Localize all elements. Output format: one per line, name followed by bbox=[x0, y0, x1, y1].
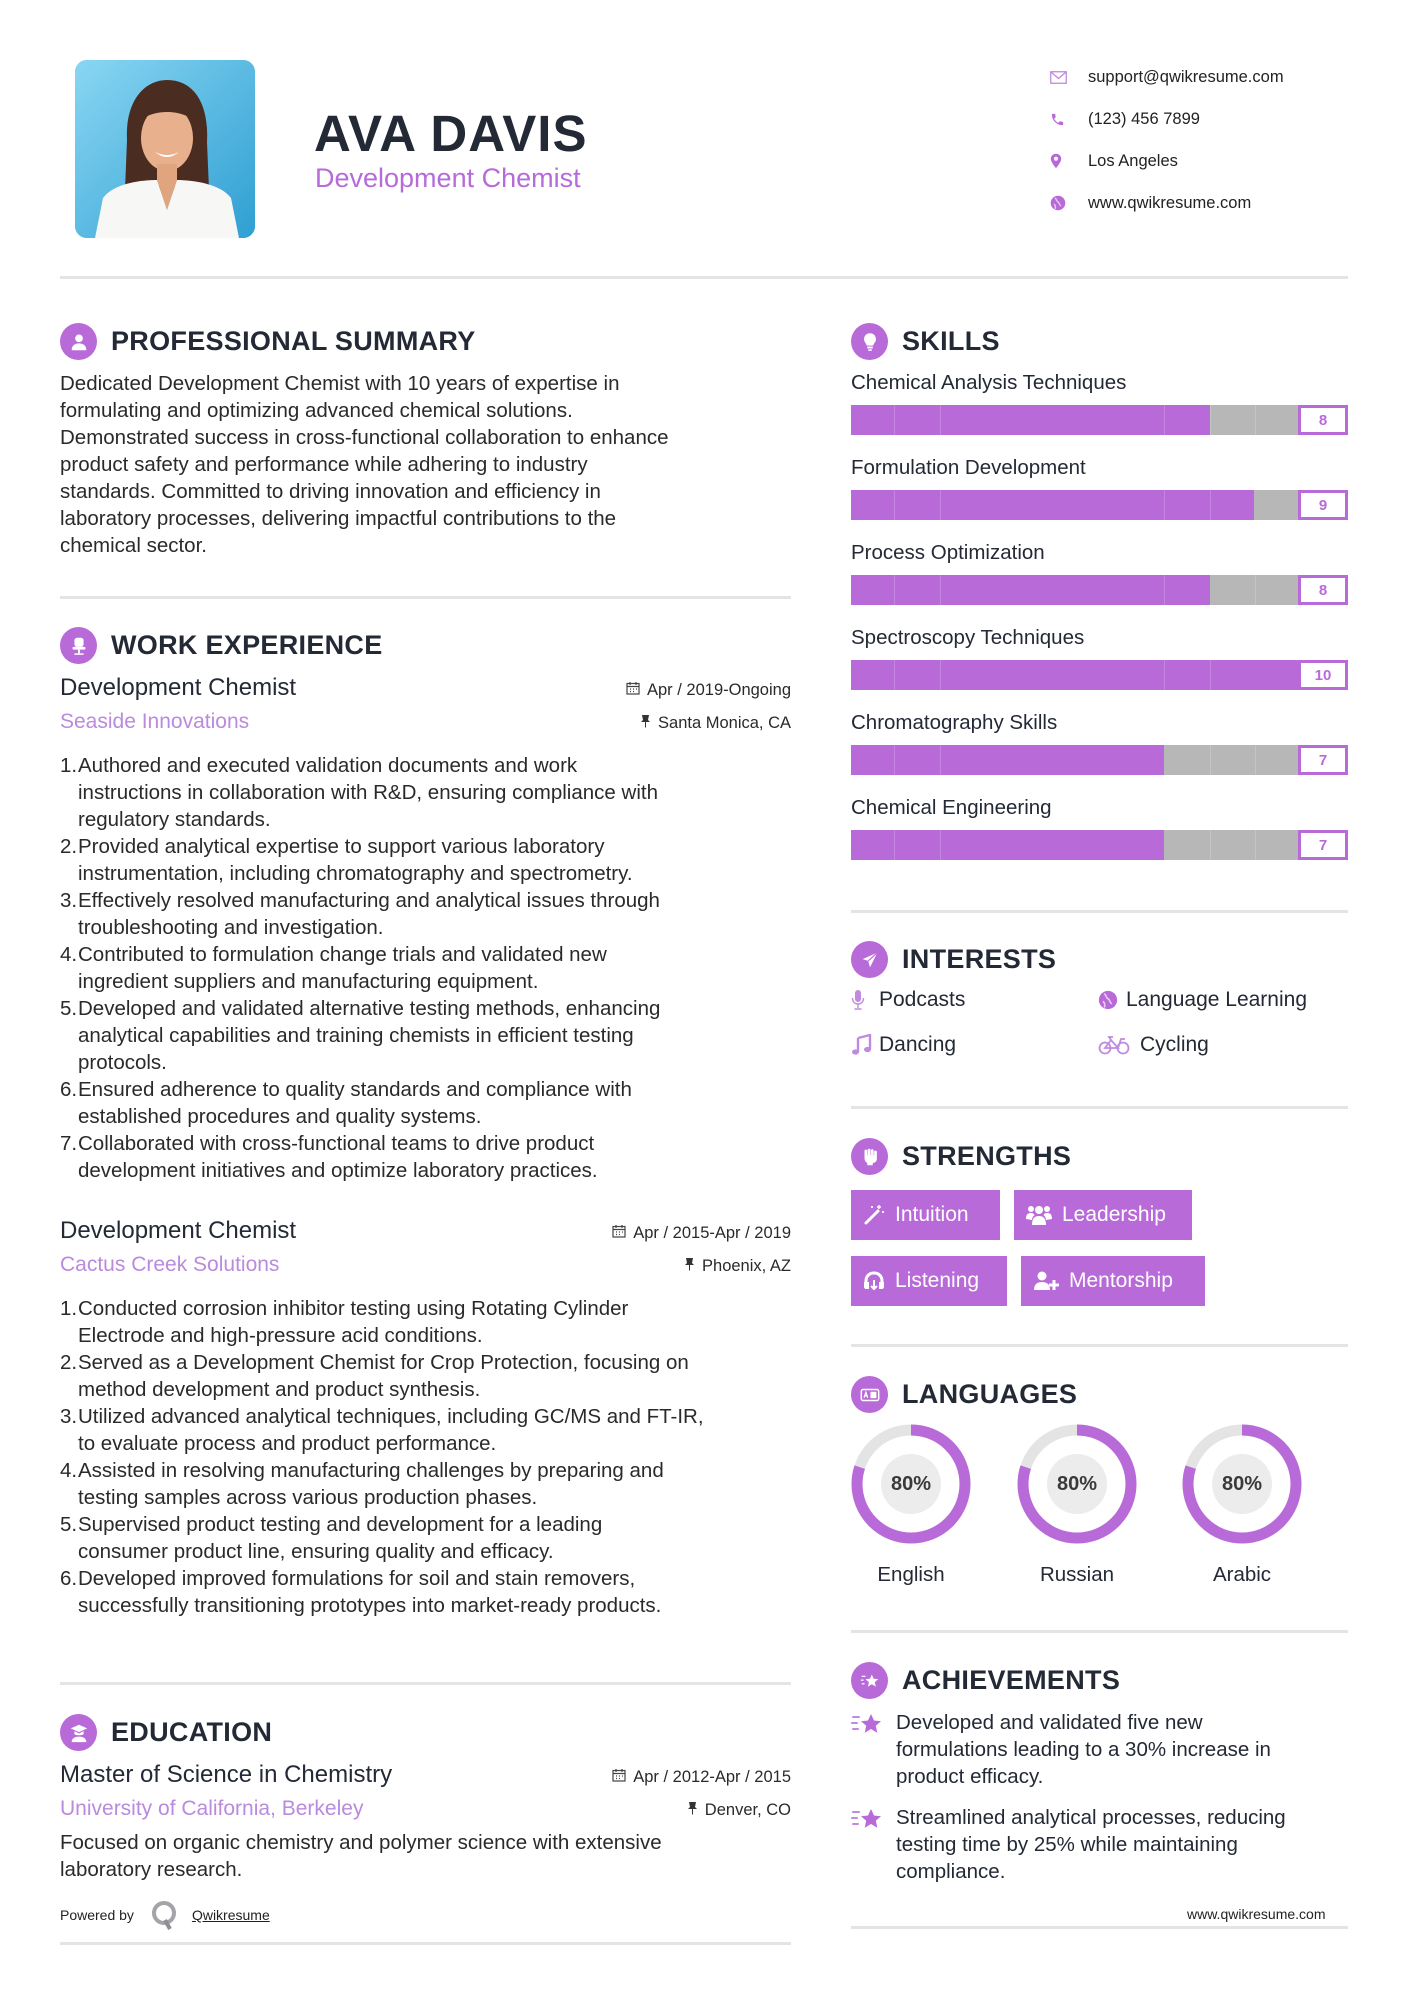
skill-item bbox=[851, 796, 1348, 881]
achievements-title: ACHIEVEMENTS bbox=[902, 1665, 1121, 1695]
summary-line: laboratory processes, delivering impactful contributions to the bbox=[60, 507, 617, 530]
skill-bar-fill bbox=[851, 745, 1164, 775]
skill-item bbox=[851, 541, 1348, 626]
languages-title: LANGUAGES bbox=[902, 1379, 1078, 1409]
language-percent: 80% bbox=[1212, 1454, 1272, 1514]
qwikresume-logo-icon bbox=[150, 1900, 178, 1930]
contact-website[interactable] bbox=[1050, 182, 1284, 224]
chair-icon bbox=[60, 627, 97, 664]
magic-wand-icon bbox=[863, 1204, 885, 1226]
degree-title: Master of Science in Chemistry bbox=[60, 1761, 393, 1788]
skill-bar bbox=[851, 405, 1348, 435]
powered-by-label: Powered by bbox=[60, 1907, 134, 1923]
job-bullets bbox=[60, 1295, 791, 1619]
music-note-icon bbox=[851, 1034, 879, 1056]
calendar-icon bbox=[612, 1224, 626, 1242]
skill-name: Chromatography Skills bbox=[851, 711, 1058, 734]
pushpin-icon bbox=[640, 714, 651, 732]
qwikresume-link[interactable]: Qwikresume bbox=[191, 1907, 270, 1923]
bullet-item: 5. Supervised product testing and development for a leading consumer product line, ensuring quality and efficacy. bbox=[60, 1513, 603, 1563]
map-pin-icon bbox=[1050, 153, 1088, 169]
bullet-item: 1. Authored and executed validation documents and work instructions in collaboration with R&D, ensuring compliance with regulatory standards. bbox=[60, 754, 658, 831]
interest-label: Language Learning bbox=[1126, 988, 1308, 1011]
skill-bar-fill bbox=[851, 830, 1164, 860]
language-percent: 80% bbox=[881, 1454, 941, 1514]
skill-rating-badge: 8 bbox=[1298, 575, 1348, 605]
bullet-item: 3. Utilized advanced analytical techniques, including GC/MS and FT-IR, to evaluate process and product performance. bbox=[60, 1405, 704, 1455]
calendar-icon bbox=[612, 1768, 626, 1786]
language-progress-ring bbox=[1016, 1423, 1138, 1545]
job-location-text: Santa Monica, CA bbox=[658, 713, 791, 732]
interest-label: Dancing bbox=[879, 1033, 957, 1056]
summary-divider bbox=[60, 596, 791, 599]
contact-location bbox=[1050, 140, 1284, 182]
skill-bar bbox=[851, 660, 1348, 690]
interests-title: INTERESTS bbox=[902, 944, 1057, 974]
summary-line: formulating and optimizing advanced chemical solutions. bbox=[60, 399, 573, 422]
language-progress-ring bbox=[850, 1423, 972, 1545]
summary-title: PROFESSIONAL SUMMARY bbox=[111, 326, 476, 356]
skill-bar-fill bbox=[851, 490, 1254, 520]
summary-line: product safety and performance while adhering to industry bbox=[60, 453, 588, 476]
achievement-item bbox=[851, 1804, 1348, 1885]
summary-line: Demonstrated success in cross-functional collaboration to enhance bbox=[60, 426, 669, 449]
achievement-item bbox=[851, 1709, 1348, 1790]
microphone-icon bbox=[851, 989, 879, 1011]
skill-rating-badge: 7 bbox=[1298, 745, 1348, 775]
header-divider bbox=[60, 276, 1348, 279]
summary-line: standards. Committed to driving innovation and efficiency in bbox=[60, 480, 601, 503]
achievement-text: Streamlined analytical processes, reducing testing time by 25% while maintaining compliance. bbox=[896, 1806, 1286, 1883]
bullet-item: 5. Developed and validated alternative testing methods, enhancing analytical capabilities and training chemists in efficient testing protocols. bbox=[60, 997, 661, 1074]
education-title: EDUCATION bbox=[111, 1717, 273, 1747]
skill-bar bbox=[851, 745, 1348, 775]
strength-chip bbox=[1014, 1190, 1192, 1240]
summary-text bbox=[60, 370, 780, 559]
summary-line: Dedicated Development Chemist with 10 years of expertise in bbox=[60, 372, 620, 395]
contact-location-text: Los Angeles bbox=[1088, 151, 1178, 170]
skill-name: Formulation Development bbox=[851, 456, 1086, 479]
job-title: Development Chemist bbox=[60, 674, 297, 701]
footer-website-link[interactable]: www.qwikresume.com bbox=[1187, 1906, 1326, 1922]
skills-heading bbox=[851, 323, 1000, 360]
skill-bar-fill bbox=[851, 405, 1210, 435]
company-name: Seaside Innovations bbox=[60, 710, 250, 733]
contact-list bbox=[1050, 56, 1284, 224]
language-percent: 80% bbox=[1047, 1454, 1107, 1514]
skill-rating-badge: 10 bbox=[1298, 660, 1348, 690]
skills-title: SKILLS bbox=[902, 326, 1000, 356]
company-name: Cactus Creek Solutions bbox=[60, 1253, 280, 1276]
skill-name: Chemical Analysis Techniques bbox=[851, 371, 1127, 394]
candidate-title: Development Chemist bbox=[315, 163, 581, 193]
summary-line: chemical sector. bbox=[60, 534, 207, 557]
powered-by bbox=[60, 1900, 270, 1930]
portrait-image bbox=[75, 60, 255, 238]
skill-name: Spectroscopy Techniques bbox=[851, 626, 1085, 649]
skill-item bbox=[851, 456, 1348, 541]
bullet-item: 3. Effectively resolved manufacturing and analytical issues through troubleshooting and investigation. bbox=[60, 889, 660, 939]
skill-name: Process Optimization bbox=[851, 541, 1045, 564]
pushpin-icon bbox=[687, 1801, 698, 1819]
strength-chip bbox=[851, 1256, 1007, 1306]
education-entry bbox=[60, 1761, 791, 1883]
bullet-item: 2. Served as a Development Chemist for Crop Protection, focusing on method development and product synthesis. bbox=[60, 1351, 689, 1401]
contact-website-text: www.qwikresume.com bbox=[1088, 193, 1252, 212]
skill-bar-fill bbox=[851, 660, 1348, 690]
education-description: Focused on organic chemistry and polymer science with extensive laboratory research. bbox=[60, 1831, 662, 1881]
skill-item bbox=[851, 711, 1348, 796]
job-location bbox=[640, 714, 791, 733]
bicycle-icon bbox=[1098, 1035, 1140, 1055]
strength-label: Mentorship bbox=[1069, 1269, 1173, 1292]
job-dates-text: Apr / 2015-Apr / 2019 bbox=[633, 1223, 791, 1242]
lightbulb-icon bbox=[851, 323, 888, 360]
bullet-item: 7. Collaborated with cross-functional teams to drive product development initiatives and optimize laboratory practices. bbox=[60, 1132, 598, 1182]
envelope-icon bbox=[1050, 71, 1088, 84]
language-item bbox=[849, 1423, 973, 1587]
candidate-name: AVA DAVIS bbox=[314, 105, 588, 162]
work-heading bbox=[60, 627, 383, 664]
bullet-item: 6. Ensured adherence to quality standards and compliance with established procedures and quality systems. bbox=[60, 1078, 632, 1128]
education-dates-text: Apr / 2012-Apr / 2015 bbox=[633, 1767, 791, 1786]
job-entry bbox=[60, 674, 791, 1184]
interest-label: Cycling bbox=[1140, 1033, 1209, 1056]
job-dates bbox=[626, 681, 791, 700]
user-icon bbox=[60, 323, 97, 360]
interest-item bbox=[1098, 1033, 1209, 1057]
user-plus-icon bbox=[1033, 1270, 1059, 1292]
summary-heading bbox=[60, 323, 476, 360]
education-dates bbox=[612, 1768, 791, 1787]
bullet-item: 4. Contributed to formulation change trials and validated new ingredient suppliers and manufacturing equipment. bbox=[60, 943, 607, 993]
languages-heading bbox=[851, 1376, 1077, 1413]
strength-chip bbox=[1021, 1256, 1205, 1306]
skill-bar bbox=[851, 575, 1348, 605]
achievements-heading bbox=[851, 1662, 1120, 1699]
job-bullets bbox=[60, 752, 791, 1184]
strength-label: Listening bbox=[895, 1269, 980, 1292]
work-divider bbox=[60, 1682, 791, 1685]
bullet-item: 2. Provided analytical expertise to support various laboratory instrumentation, including chromatography and spectrometry. bbox=[60, 835, 633, 885]
left-bottom-divider bbox=[60, 1942, 791, 1945]
job-title: Development Chemist bbox=[60, 1217, 297, 1244]
education-location bbox=[687, 1801, 791, 1820]
job-dates bbox=[612, 1224, 791, 1243]
job-entry bbox=[60, 1217, 791, 1619]
education-location-text: Denver, CO bbox=[704, 1800, 791, 1819]
strengths-divider bbox=[851, 1344, 1348, 1347]
skill-name: Chemical Engineering bbox=[851, 796, 1052, 819]
languages-divider bbox=[851, 1630, 1348, 1633]
skill-rating-badge: 7 bbox=[1298, 830, 1348, 860]
skill-bar bbox=[851, 830, 1348, 860]
translate-icon bbox=[851, 1376, 888, 1413]
job-location-text: Phoenix, AZ bbox=[702, 1256, 791, 1275]
contact-email-text: support@qwikresume.com bbox=[1088, 67, 1284, 86]
paper-plane-icon bbox=[851, 941, 888, 978]
strengths-heading bbox=[851, 1138, 1071, 1175]
bullet-item: 4. Assisted in resolving manufacturing challenges by preparing and testing samples across various production phases. bbox=[60, 1459, 664, 1509]
strength-chip bbox=[851, 1190, 1000, 1240]
skills-divider bbox=[851, 910, 1348, 913]
interest-item bbox=[851, 988, 965, 1012]
interest-item bbox=[851, 1033, 956, 1057]
right-bottom-divider bbox=[851, 1926, 1348, 1929]
skill-item bbox=[851, 371, 1348, 456]
shooting-star-icon bbox=[851, 1804, 896, 1885]
job-location bbox=[684, 1257, 791, 1276]
language-progress-ring bbox=[1181, 1423, 1303, 1545]
graduate-icon bbox=[60, 1714, 97, 1751]
fist-icon bbox=[851, 1138, 888, 1175]
shooting-star-icon bbox=[851, 1662, 888, 1699]
skill-item bbox=[851, 626, 1348, 711]
interest-item bbox=[1098, 988, 1307, 1012]
strength-label: Leadership bbox=[1062, 1203, 1166, 1226]
globe-icon bbox=[1098, 990, 1126, 1010]
education-heading bbox=[60, 1714, 272, 1751]
headphones-icon bbox=[863, 1270, 885, 1292]
interests-divider bbox=[851, 1106, 1348, 1109]
school-name: University of California, Berkeley bbox=[60, 1797, 364, 1820]
bullet-item: 6. Developed improved formulations for soil and stain removers, successfully transitioning prototypes into market-ready products. bbox=[60, 1567, 662, 1617]
globe-icon bbox=[1050, 195, 1088, 211]
contact-email[interactable] bbox=[1050, 56, 1284, 98]
interests-heading bbox=[851, 941, 1056, 978]
shooting-star-icon bbox=[851, 1709, 896, 1790]
pushpin-icon bbox=[684, 1257, 695, 1275]
skills-list bbox=[851, 371, 1348, 881]
job-dates-text: Apr / 2019-Ongoing bbox=[646, 680, 791, 699]
skill-bar bbox=[851, 490, 1348, 520]
profile-photo bbox=[75, 60, 255, 238]
users-icon bbox=[1026, 1204, 1052, 1226]
language-item bbox=[1015, 1423, 1139, 1587]
calendar-icon bbox=[626, 681, 640, 699]
strengths-title: STRENGTHS bbox=[902, 1141, 1072, 1171]
language-name: Arabic bbox=[1212, 1563, 1272, 1586]
interest-label: Podcasts bbox=[879, 988, 966, 1011]
skill-rating-badge: 8 bbox=[1298, 405, 1348, 435]
contact-phone[interactable] bbox=[1050, 98, 1284, 140]
skill-bar-fill bbox=[851, 575, 1210, 605]
contact-phone-text: (123) 456 7899 bbox=[1088, 109, 1200, 128]
bullet-item: 1. Conducted corrosion inhibitor testing using Rotating Cylinder Electrode and high-pressure acid conditions. bbox=[60, 1297, 629, 1347]
achievement-text: Developed and validated five new formulations leading to a 30% increase in product efficacy. bbox=[896, 1711, 1271, 1788]
phone-icon bbox=[1050, 112, 1088, 127]
language-name: English bbox=[877, 1563, 945, 1586]
strength-label: Intuition bbox=[895, 1203, 969, 1226]
work-title: WORK EXPERIENCE bbox=[111, 630, 383, 660]
skill-rating-badge: 9 bbox=[1298, 490, 1348, 520]
language-name: Russian bbox=[1039, 1563, 1115, 1586]
language-item bbox=[1180, 1423, 1304, 1587]
